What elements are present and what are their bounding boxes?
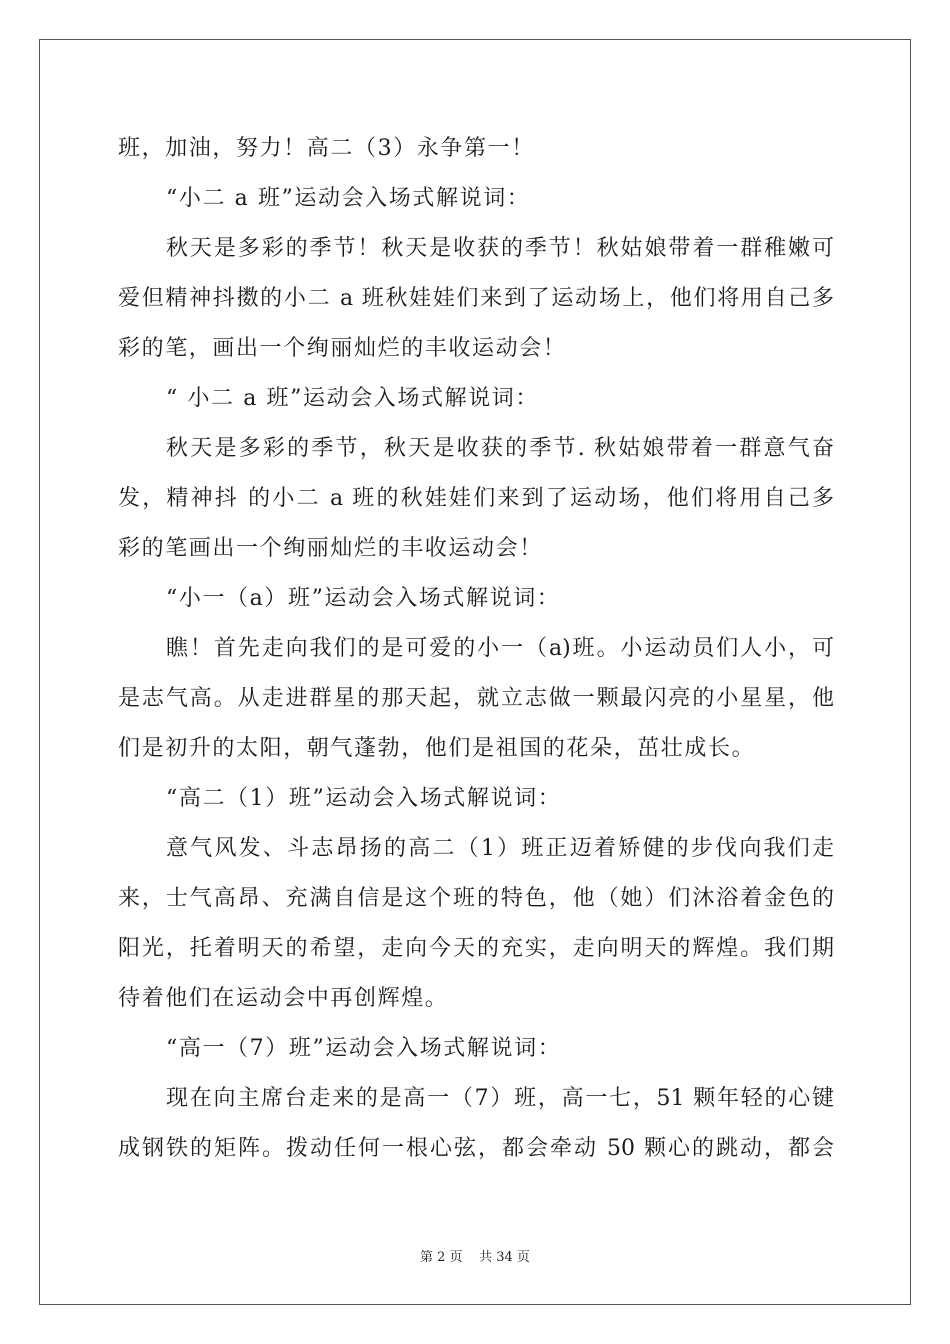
text-line: 是志气高。从走进群星的那天起，就立志做一颗最闪亮的小星星，他: [118, 686, 834, 711]
text-line: 瞧！首先走向我们的是可爱的小一（a)班。小运动员们人小，可: [166, 636, 834, 661]
text-line: 来，士气高昂、充满自信是这个班的特色，他（她）们沐浴着金色的: [118, 886, 834, 911]
text-line: 们是初升的太阳，朝气蓬勃，他们是祖国的花朵，茁壮成长。: [118, 736, 756, 761]
page-number: 第 2 页: [420, 1250, 463, 1265]
text-line: 彩的笔画出一个绚丽灿烂的丰收运动会！: [118, 536, 543, 561]
text-line: 待着他们在运动会中再创辉煌。: [118, 986, 449, 1011]
text-line: 彩的笔，画出一个绚丽灿烂的丰收运动会！: [118, 336, 567, 361]
page-footer: [0, 1246, 950, 1265]
text-line: 秋天是多彩的季节，秋天是收获的季节. 秋姑娘带着一群意气奋: [166, 436, 834, 461]
page-total: 共 34 页: [479, 1250, 530, 1265]
text-line: “ 小二 a 班”运动会入场式解说词：: [166, 386, 539, 411]
text-line: 阳光，托着明天的希望，走向今天的充实，走向明天的辉煌。我们期: [118, 936, 834, 961]
text-line: 成钢铁的矩阵。拨动任何一根心弦，都会牵动 50 颗心的跳动，都会: [118, 1136, 834, 1161]
document-body: [118, 124, 834, 1174]
text-line: 现在向主席台走来的是高一（7）班，高一七，51 颗年轻的心键: [166, 1086, 834, 1111]
text-line: “小二 a 班”运动会入场式解说词：: [166, 186, 531, 211]
text-line: “高一（7）班”运动会入场式解说词：: [166, 1036, 562, 1061]
text-line: 爱但精神抖擞的小二 a 班秋娃娃们来到了运动场上，他们将用自己多: [118, 286, 834, 311]
text-line: 发，精神抖 的小二 a 班的秋娃娃们来到了运动场，他们将用自己多: [118, 486, 834, 511]
text-line: 意气风发、斗志昂扬的高二（1）班正迈着矫健的步伐向我们走: [166, 836, 834, 861]
text-line: 秋天是多彩的季节！秋天是收获的季节！秋姑娘带着一群稚嫩可: [166, 236, 834, 261]
text-line: 班，加油，努力！高二（3）永争第一！: [118, 136, 535, 161]
text-line: “高二（1）班”运动会入场式解说词：: [166, 786, 562, 811]
text-line: “小一（a）班”运动会入场式解说词：: [166, 586, 561, 611]
